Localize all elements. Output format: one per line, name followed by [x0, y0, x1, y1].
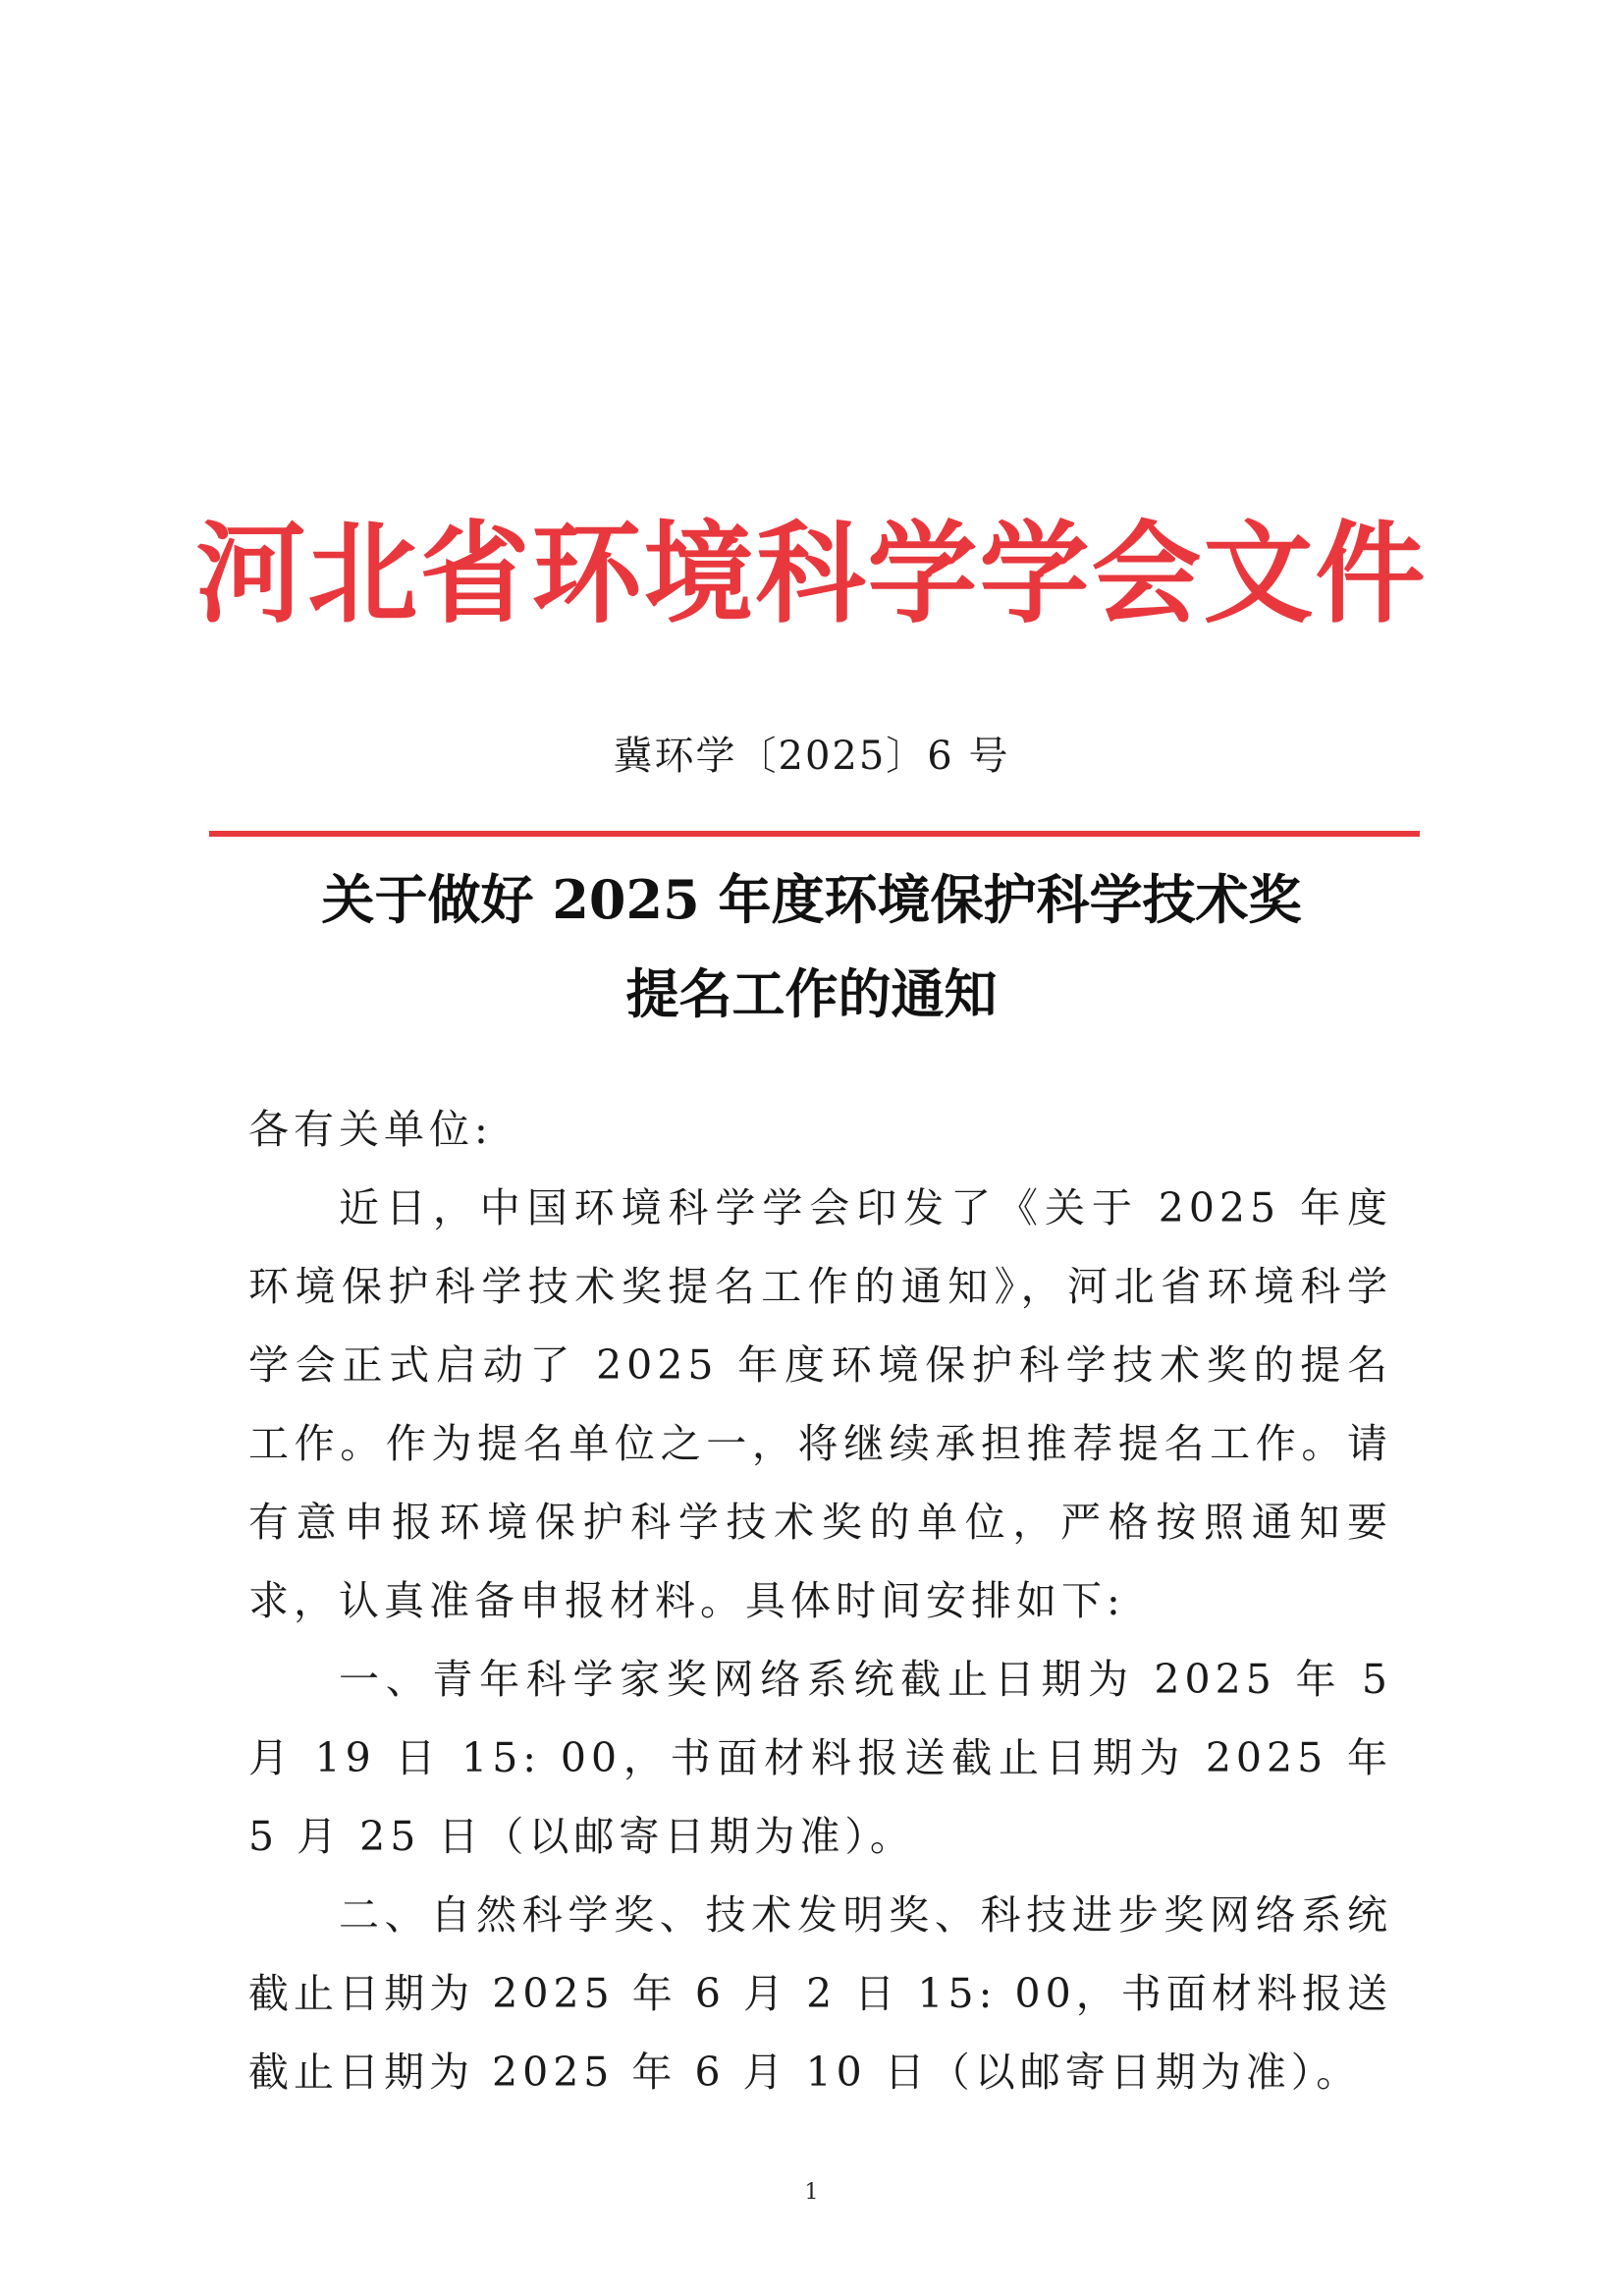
notice-title — [0, 852, 1623, 1041]
notice-title-line-2: 提名工作的通知 — [625, 962, 998, 1025]
issuing-authority-header: 河北省环境科学学会文件 — [195, 511, 1428, 638]
red-divider-line — [209, 831, 1420, 837]
paragraph-young-scientist-deadline: 一、青年科学家奖网络系统截止日期为 2025 年 5 月 19 日 15: 00，书面材料报送截止日期为 2025 年 5 月 25 日（以邮寄日期为准）。 — [248, 1656, 1392, 1860]
document-number: 冀环学〔2025〕6 号 — [613, 734, 1010, 779]
paragraph-science-awards-deadline: 二、自然科学奖、技术发明奖、科技进步奖网络系统截止日期为 2025 年 6 月 2 日 15: 00，书面材料报送截止日期为 2025 年 6 月 10 日（以邮寄日期为准）。 — [248, 1891, 1392, 2096]
page-number: 1 — [804, 2180, 819, 2205]
salutation: 各有关单位: — [248, 1106, 493, 1153]
paragraph-intro: 近日，中国环境科学学会印发了《关于 2025 年度环境保护科学技术奖提名工作的通知》，河北省环境科学学会正式启动了 2025 年度环境保护科学技术奖的提名工作。作为提名单位之一，将继续承担推荐提名工作。请有意申报环境保护科学技术奖的单位，严格按照通知要求，认真准备申报材料。具体时间安排如下: — [248, 1184, 1392, 1624]
notice-title-line-1: 关于做好 2025 年度环境保护科学技术奖 — [321, 868, 1302, 931]
notice-body — [248, 1090, 1392, 2111]
